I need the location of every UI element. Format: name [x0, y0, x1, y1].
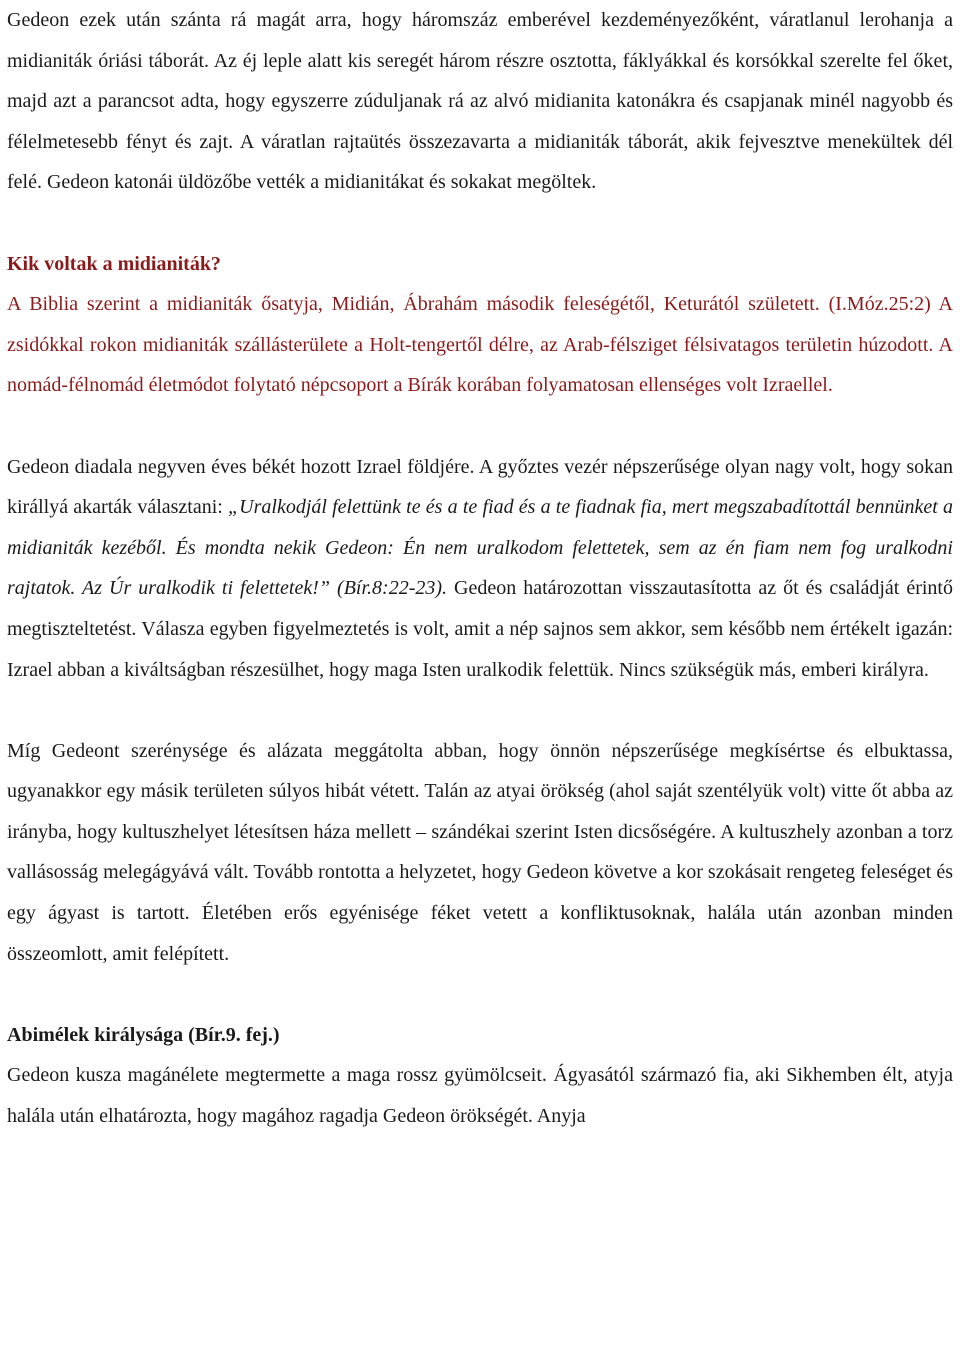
spacer	[7, 203, 953, 244]
document-page	[7, 0, 953, 1137]
heading-abimelech-kingdom: Abimélek királysága (Bír.9. fej.)	[7, 1023, 280, 1046]
paragraph-gideon-peace-rest: Gedeon határozottan visszautasította az őt és családját érintő megtiszteltetést. Válasza egyben figyelmeztetés is volt, amit a nép sajnos sem akkor, sem később nem értékelt igazán: Izrael abban a kiváltságban részesülhet, hogy maga Isten uralkodik felettük. Nincs szükségük más, emberi királyra.	[7, 577, 953, 681]
paragraph-gideon-peace	[7, 447, 953, 691]
bible-quote: „Uralkodjál felettünk te és a te fiad és a te fiadnak fia, mert megszabadítottál bennünket a midianiták kezéből. És mondta nekik Gedeon: Én nem uralkodom felettetek, sem az én fiam nem fog uralkodni rajtatok. Az Úr uralkodik ti felettetek!” (Bír.8:22-23).	[7, 496, 954, 600]
spacer	[7, 406, 953, 447]
paragraph-gideon-mistake: Míg Gedeont szerénysége és alázata meggátolta abban, hogy önnön népszerűsége megkísértse és elbuktassa, ugyanakkor egy másik területen súlyos hibát vétett. Talán az atyai örökség (ahol saját szentélyük volt) vitte őt abba az irányba, hogy kultuszhelyet létesítsen háza mellett – szándékai szerint Isten dicsőségére. A kultuszhely azonban a torz vallásosság melegágyává vált. Tovább rontotta a helyzetet, hogy Gedeon követve a kor szokásait rengeteg feleséget és egy ágyast is tartott. Életében erős egyénisége féket vetett a konfliktusoknak, halála után azonban minden összeomlott, amit felépített.	[7, 739, 953, 965]
spacer	[7, 974, 953, 1015]
paragraph-abimelech: Gedeon kusza magánélete megtermette a maga rossz gyümölcseit. Ágyasától származó fia, aki Sikhemben élt, atyja halála után elhatározta, hogy magához ragadja Gedeon örökségét. Anyja	[7, 1064, 953, 1128]
paragraph-midianites-origin: A Biblia szerint a midianiták ősatyja, Midián, Ábrahám második feleségétől, Keturától született. (I.Móz.25:2) A zsidókkal rokon midianiták szállásterülete a Holt-tengertől délre, az Arab-félsziget félsivatagos területin húzodott. A nomád-félnomád életmódot folytató népcsoport a Bírák korában folyamatosan ellenséges volt Izraellel.	[7, 293, 953, 397]
spacer	[7, 690, 953, 731]
paragraph-gideon-peace-intro: Gedeon diadala negyven éves békét hozott Izrael földjére. A győztes vezér népszerűsége olyan nagy volt, hogy sokan királlyá akarták választani:	[7, 455, 953, 519]
paragraph-gideon-attack: Gedeon ezek után szánta rá magát arra, hogy háromszáz emberével kezdeményezőként, váratlanul lerohanja a midianiták óriási táborát. Az éj leple alatt kis seregét három részre osztotta, fáklyákkal és korsókkal szerelte fel őket, majd azt a parancsot adta, hogy egyszerre zúduljanak rá az alvó midianita katonákra és csapjanak minél nagyobb és félelmetesebb fényt és zajt. A váratlan rajtaütés összezavarta a midianiták táborát, akik fejvesztve menekültek dél felé. Gedeon katonái üldözőbe vették a midianitákat és sokakat megöltek.	[7, 9, 953, 194]
heading-who-were-midianites: Kik voltak a midianiták?	[7, 252, 221, 275]
